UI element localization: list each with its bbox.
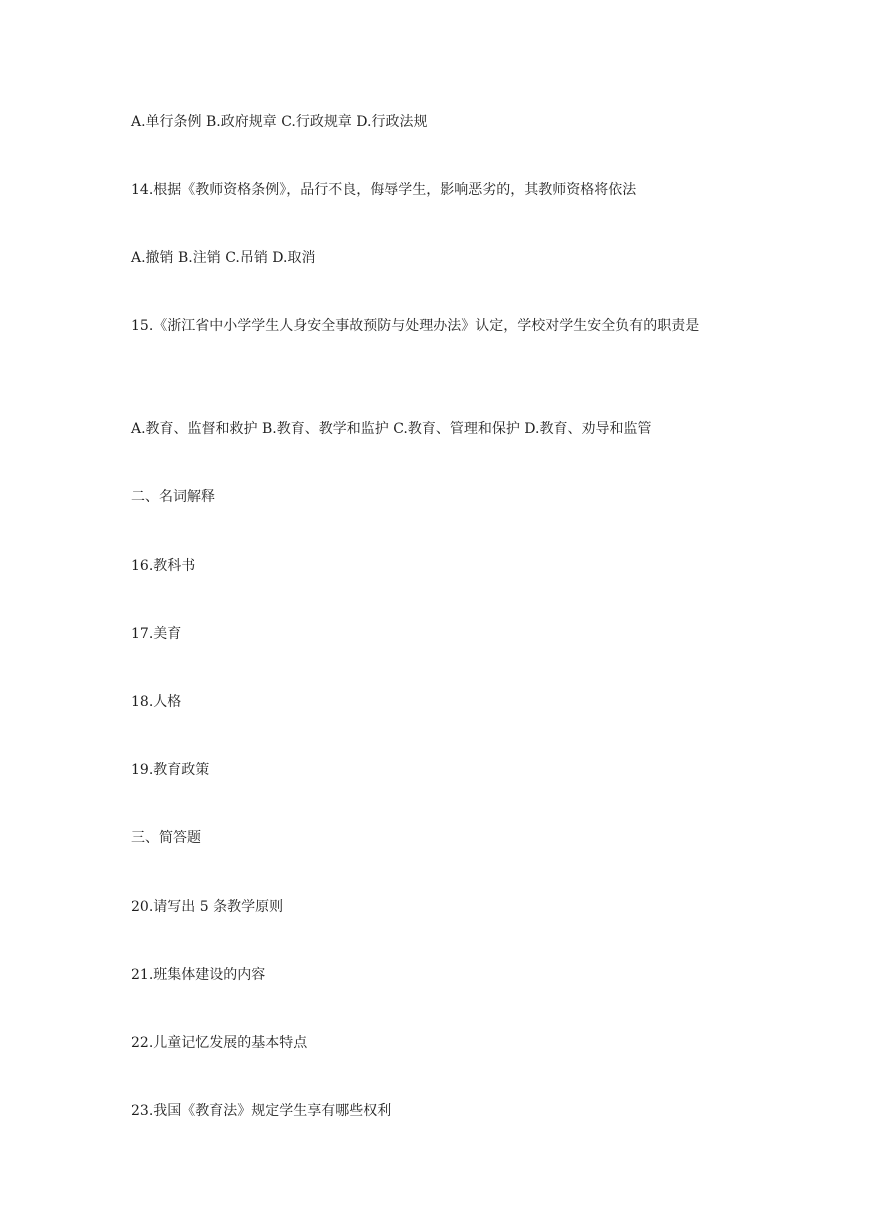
q16-term: 16.教科书 [131,558,196,574]
q15-options: A.教育、监督和救护 B.教育、教学和监护 C.教育、管理和保护 D.教育、劝导和监管 [131,421,652,437]
q14-question: 14.根据《教师资格条例》，品行不良，侮辱学生，影响恶劣的，其教师资格将依法 [131,182,637,198]
q13-options: A.单行条例 B.政府规章 C.行政规章 D.行政法规 [131,114,428,130]
section-heading-short-answer: 三、简答题 [131,830,201,846]
q15-question: 15.《浙江省中小学学生人身安全事故预防与处理办法》认定，学校对学生安全负有的职责是 [131,318,700,334]
q23-question: 23.我国《教育法》规定学生享有哪些权利 [131,1103,392,1119]
q22-question: 22.儿童记忆发展的基本特点 [131,1035,308,1051]
q17-term: 17.美育 [131,626,182,642]
q14-options: A.撤销 B.注销 C.吊销 D.取消 [131,250,316,266]
q21-question: 21.班集体建设的内容 [131,967,266,983]
q19-term: 19.教育政策 [131,762,210,778]
q20-question: 20.请写出 5 条教学原则 [131,899,284,915]
q18-term: 18.人格 [131,694,182,710]
section-heading-terms: 二、名词解释 [131,489,215,505]
